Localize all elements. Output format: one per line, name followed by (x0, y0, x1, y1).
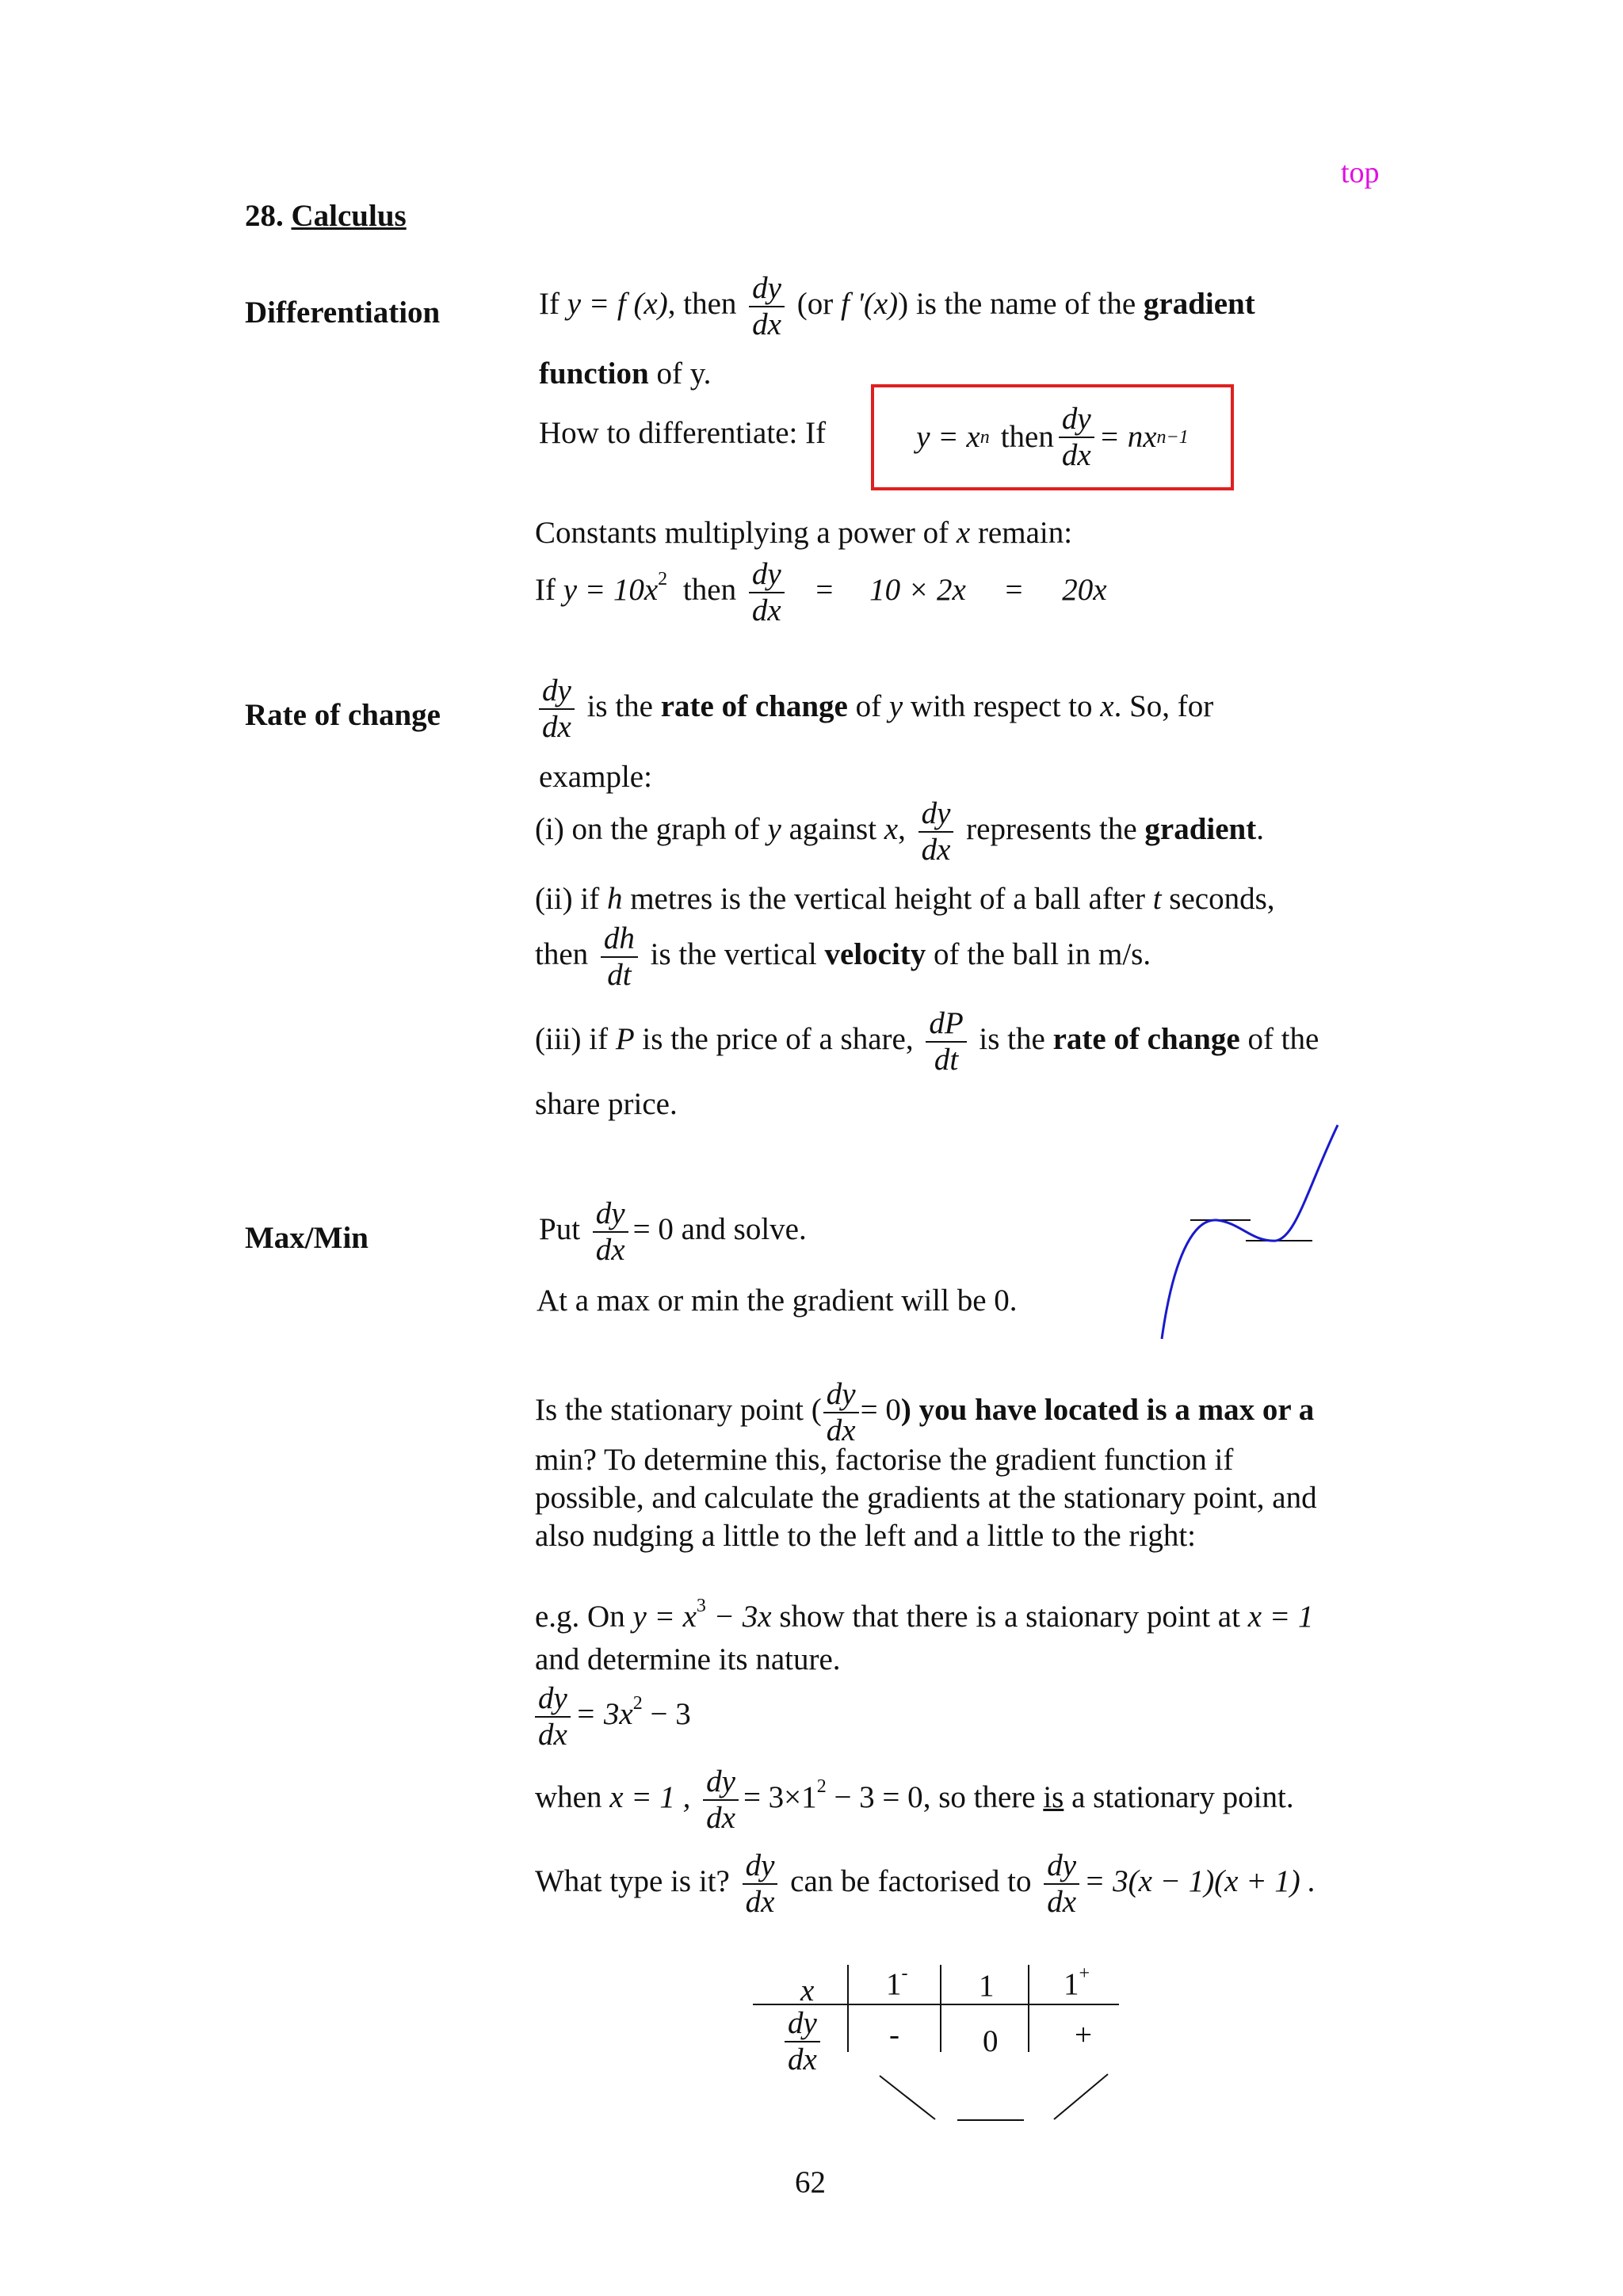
fraction-dy-dx-factored: $\frac{dy}{dx}$ (1044, 1848, 1079, 1920)
example-line-2: and determine its nature. (535, 1642, 841, 1676)
cubic-curve-illustration (1157, 1117, 1347, 1347)
fraction-dy-dx-when: $\frac{dy}{dx}$ (703, 1764, 739, 1836)
heading-differentiation: Differentiation (245, 296, 441, 330)
rate-item-ii: (ii) if h metres is the vertical height of a ball after t seconds, (535, 882, 1275, 916)
text-or: (or (796, 286, 834, 321)
slope-up-mark (1054, 2074, 1108, 2119)
diff-line-2 (539, 354, 711, 394)
text-is-name-of: ) is the name of the (898, 286, 1136, 321)
fraction-dy-dx-rate: $\frac{dy}{dx}$ (539, 673, 575, 745)
fraction-dy-dx-deriv: $\frac{dy}{dx}$ (535, 1681, 571, 1753)
stationary-line-4: also nudging a little to the left and a little to the right: (535, 1519, 1196, 1553)
power-rule-box: y = x n then $\frac{dy}{dx}$ = nx n−1 (871, 384, 1234, 490)
derivative-line: $\frac{dy}{dx}$ = $3x^2 - 3$ (535, 1681, 691, 1753)
how-to-label: How to differentiate: If (539, 416, 827, 450)
constants-example: If $y = 10x^2$ then $\frac{dy}{dx}$ = 10 × 2x = 20x (535, 557, 1107, 627)
table-sign-2: 0 (983, 2024, 999, 2058)
table-col-3: 1+ (1064, 1962, 1090, 2001)
slope-down-mark (880, 2076, 935, 2119)
rule-rhs: = nx (1098, 420, 1157, 454)
fraction-dh-dt: $\frac{dh}{dt}$ (601, 921, 638, 993)
diff-line-1 (539, 271, 1255, 342)
what-type-line: What type is it? $\frac{dy}{dx}$ can be factorised to $\frac{dy}{dx}$ = 3(x − 1)(x + 1) . (535, 1848, 1316, 1919)
section-number: 28. (245, 199, 284, 233)
top-link[interactable]: top (1341, 156, 1380, 189)
heading-max-min: Max/Min (245, 1221, 369, 1255)
section-title-text: Calculus (291, 199, 407, 233)
stationary-line-3: possible, and calculate the gradients at the stationary point, and (535, 1481, 1317, 1515)
maxmin-put: Put $\frac{dy}{dx}$ = 0 and solve. (539, 1196, 807, 1267)
fraction-dy-dx-put: $\frac{dy}{dx}$ (593, 1196, 628, 1268)
table-x-label: x (800, 1974, 815, 2008)
table-col-1: 1- (886, 1962, 908, 2001)
fraction-dy-dx-example: $\frac{dy}{dx}$ (749, 557, 785, 628)
text-then: , then (667, 286, 737, 321)
table-col-2: 1 (979, 1969, 995, 2003)
heading-rate-of-change: Rate of change (245, 698, 441, 732)
rate-example-label: example: (539, 760, 652, 794)
rate-item-i: (i) on the graph of y against x, $\frac{dy}{dx}$ represents the gradient. (535, 796, 1264, 867)
rate-line-1: $\frac{dy}{dx}$ is the rate of change of y with respect to x. So, for (539, 673, 1213, 745)
fraction-dy-dx-rule: $\frac{dy}{dx}$ (1059, 402, 1094, 473)
text-if: If (539, 286, 559, 321)
rule-lhs: y = x (916, 420, 980, 454)
rule-then: then (1000, 420, 1054, 454)
rate-item-iii: (iii) if P is the price of a share, $\frac{dP}{dt}$ is the rate of change of the (535, 1006, 1319, 1077)
when-line: when x = 1 , $\frac{dy}{dx}$ = $3\times 1^2 - 3 = 0$, so there is a stationary point. (535, 1764, 1294, 1835)
fraction-dy-dx-stat: $\frac{dy}{dx}$ (823, 1377, 859, 1448)
stationary-line-2: min? To determine this, factorise the gradient function if (535, 1443, 1234, 1477)
expr-fprime: f '(x) (840, 286, 899, 321)
example-line-1: e.g. On $y = x^3 - 3x$ show that there is a staionary point at x = 1 (535, 1595, 1314, 1634)
fraction-dP-dt: $\frac{dP}{dt}$ (926, 1006, 966, 1077)
table-dydx-label: $\frac{dy}{dx}$ (785, 2006, 820, 2077)
cubic-curve (1162, 1125, 1338, 1339)
fraction-dy-dx-i: $\frac{dy}{dx}$ (918, 796, 954, 868)
section-title (245, 198, 407, 234)
term-gradient: gradient (1143, 286, 1255, 321)
table-sign-1: - (889, 2018, 899, 2052)
rate-item-iii-cont: share price. (535, 1087, 678, 1121)
page-number: 62 (795, 2165, 826, 2199)
fraction-dy-dx-type: $\frac{dy}{dx}$ (743, 1848, 778, 1920)
text-of-y: of y. (656, 357, 712, 391)
term-function: function (539, 357, 649, 391)
fraction-dy-dx: $\frac{dy}{dx}$ (749, 271, 785, 342)
table-sign-3: + (1075, 2018, 1092, 2052)
stationary-question: Is the stationary point ( $\frac{dy}{dx}$ = 0) you have located is a max or a (535, 1377, 1315, 1447)
constants-line: Constants multiplying a power of x remain: (535, 516, 1073, 550)
maxmin-at-max: At a max or min the gradient will be 0. (537, 1283, 1018, 1318)
expr-y-fx: y = f (x) (567, 286, 668, 321)
rate-item-ii-cont: then $\frac{dh}{dt}$ is the vertical velocity of the ball in m/s. (535, 921, 1151, 992)
